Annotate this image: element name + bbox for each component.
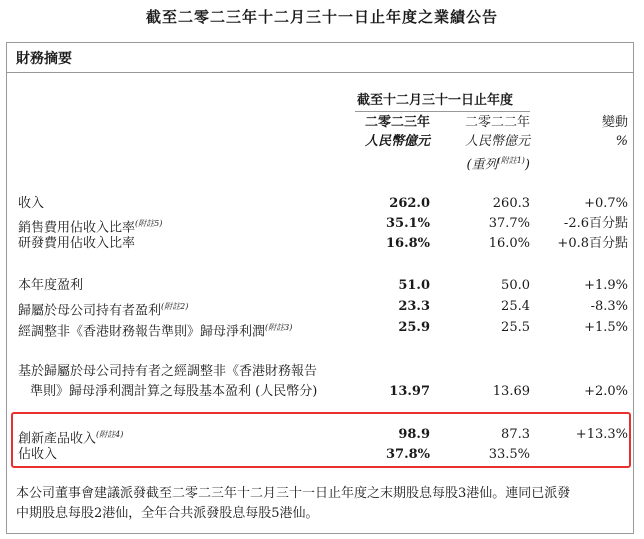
- row-profit-change: +1.9%: [584, 278, 628, 293]
- period-underline: [355, 111, 530, 112]
- row-profit-2023: 51.0: [398, 278, 430, 293]
- note-ref: (附註3): [265, 323, 293, 332]
- row-adjusted-2023: 25.9: [398, 320, 430, 335]
- col-2023-header: 二零二三年: [364, 115, 430, 130]
- row-eps-2022: 13.69: [492, 384, 530, 399]
- row-attributable-2022: 25.4: [501, 299, 530, 314]
- period-header: 截至十二月三十一日止年度: [356, 93, 513, 108]
- row-selling-change: -2.6百分點: [563, 216, 628, 231]
- row-label-revenue: 收入: [18, 196, 45, 211]
- unit-2023: 人民幣億元: [364, 134, 430, 149]
- row-label-rd-ratio: 研發費用佔收入比率: [18, 236, 136, 251]
- note-ref: (附註2): [161, 302, 189, 311]
- col-2022-header: 二零二二年: [464, 115, 530, 130]
- row-label-eps-line1: 基於歸屬於母公司持有者之經調整非《香港財務報告: [18, 364, 318, 379]
- row-rd-2023: 16.8%: [385, 236, 430, 251]
- row-adjusted-2022: 25.5: [501, 320, 530, 335]
- note-ref: (附註4): [96, 430, 124, 439]
- row-label-profit: 本年度盈利: [18, 278, 84, 293]
- row-rd-2022: 16.0%: [488, 236, 530, 251]
- row-eps-2023: 13.97: [389, 384, 430, 399]
- note-ref: (附註5): [135, 219, 163, 228]
- row-share-2023: 37.8%: [385, 447, 430, 462]
- row-attributable-2023: 23.3: [398, 299, 430, 314]
- row-share-2022: 33.5%: [488, 447, 530, 462]
- section-title: 財務摘要: [16, 51, 72, 67]
- row-label-eps-line2: 準則》歸母淨利潤計算之每股基本盈利 (人民幣分): [30, 384, 318, 399]
- row-adjusted-change: +1.5%: [584, 320, 628, 335]
- row-rd-change: +0.8百分點: [557, 236, 628, 251]
- dividend-note-line2: 中期股息每股2港仙，全年合共派發股息每股5港仙。: [16, 506, 319, 521]
- row-selling-2023: 35.1%: [385, 216, 430, 231]
- row-innovative-2023: 98.9: [398, 427, 430, 442]
- section-divider: [6, 72, 634, 73]
- document-title: 截至二零二三年十二月三十一日止年度之業績公告: [145, 8, 498, 26]
- row-innovative-change: +13.3%: [575, 427, 628, 442]
- row-label-share-of-revenue: 佔收入: [18, 447, 58, 462]
- row-revenue-change: +0.7%: [584, 196, 628, 211]
- row-selling-2022: 37.7%: [488, 216, 530, 231]
- row-label-adjusted-profit: 經調整非《香港財務報告準則》歸母淨利潤$^{(附註3)}$: [18, 323, 293, 340]
- row-label-attributable-profit: 歸屬於母公司持有者盈利$^{(附註2)}$: [18, 302, 189, 319]
- row-innovative-2022: 87.3: [501, 427, 530, 442]
- restated-note: (附註1): [497, 156, 525, 165]
- row-revenue-2022: 260.3: [492, 196, 530, 211]
- restated-label: (重列$^{(附註1)}$): [466, 156, 530, 173]
- row-attributable-change: -8.3%: [590, 299, 628, 314]
- unit-2022: 人民幣億元: [464, 134, 530, 149]
- row-revenue-2023: 262.0: [389, 196, 430, 211]
- row-label-innovative-revenue: 創新產品收入$^{(附註4)}$: [18, 430, 124, 447]
- row-label-selling-ratio: 銷售費用佔收入比率$^{(附註5)}$: [18, 219, 163, 236]
- dividend-note-line1: 本公司董事會建議派發截至二零二三年十二月三十一日止年度之末期股息每股3港仙。連同已派發: [16, 486, 571, 501]
- row-profit-2022: 50.0: [501, 278, 530, 293]
- row-eps-change: +2.0%: [584, 384, 628, 399]
- unit-change: %: [615, 134, 628, 149]
- col-change-header: 變動: [601, 115, 628, 130]
